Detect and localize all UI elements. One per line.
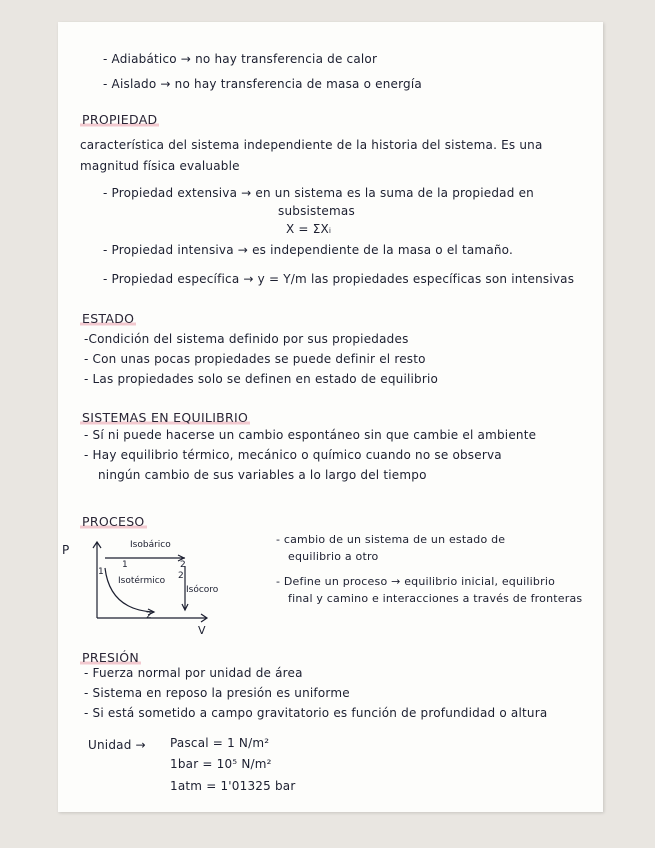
intensiva-line: - Propiedad intensiva → es independiente de la masa o el tamaño. <box>103 243 514 257</box>
extensiva-line-1: - Propiedad extensiva → en un sistema es la suma de la propiedad en <box>103 186 534 200</box>
axis-v-label: V <box>198 624 206 637</box>
proceso-item-2a: - Define un proceso → equilibrio inicial, equilibrio <box>276 575 556 588</box>
state-2b-label: 2 <box>178 571 184 581</box>
axis-p-label: P <box>62 543 70 557</box>
extensiva-formula: X = ΣXᵢ <box>286 222 332 236</box>
equilibrio-heading: SISTEMAS EN EQUILIBRIO <box>82 410 249 425</box>
equilibrio-item-2a: - Hay equilibrio térmico, mecánico o químico cuando no se observa <box>84 448 502 462</box>
estado-item-3: - Las propiedades solo se definen en estado de equilibrio <box>84 372 439 386</box>
atm-unit: 1atm = 1'01325 bar <box>170 779 296 793</box>
proceso-heading: PROCESO <box>82 514 145 529</box>
proceso-item-1b: equilibrio a otro <box>288 550 379 563</box>
especifica-line: - Propiedad específica → y = Y/m las propiedades específicas son intensivas <box>103 272 575 286</box>
state-1b-label: 1 <box>122 560 128 570</box>
estado-heading: ESTADO <box>82 311 135 326</box>
pascal-unit: Pascal = 1 N/m² <box>170 736 270 750</box>
adiabatico-line: - Adiabático → no hay transferencia de calor <box>103 52 378 66</box>
isocoro-label: Isócoro <box>186 585 219 595</box>
presion-heading: PRESIÓN <box>82 650 140 665</box>
propiedad-definition-1: característica del sistema independiente de la historia del sistema. Es una <box>80 138 543 152</box>
proceso-item-2b: final y camino e interacciones a través de fronteras <box>288 592 583 605</box>
propiedad-definition-2: magnitud física evaluable <box>80 159 240 173</box>
equilibrio-item-2b: ningún cambio de sus variables a lo largo del tiempo <box>98 468 427 482</box>
propiedad-heading: PROPIEDAD <box>82 112 158 127</box>
estado-item-2: - Con unas pocas propiedades se puede definir el resto <box>84 352 426 366</box>
aislado-line: - Aislado → no hay transferencia de masa o energía <box>103 77 422 91</box>
unidad-label: Unidad → <box>88 738 146 752</box>
presion-item-2: - Sistema en reposo la presión es uniforme <box>84 686 350 700</box>
bar-unit: 1bar = 10⁵ N/m² <box>170 757 272 771</box>
presion-item-1: - Fuerza normal por unidad de área <box>84 666 303 680</box>
state-1a-label: 1 <box>98 567 104 577</box>
state-2c-label: 2 <box>146 611 152 621</box>
equilibrio-item-1: - Sí ni puede hacerse un cambio espontáneo sin que cambie el ambiente <box>84 428 537 442</box>
isotermico-label: Isotérmico <box>118 576 166 586</box>
presion-item-3: - Si está sometido a campo gravitatorio es función de profundidad o altura <box>84 706 548 720</box>
isothermal-curve <box>105 568 154 612</box>
extensiva-line-2: subsistemas <box>278 204 355 218</box>
state-2a-label: 2 <box>180 560 186 570</box>
estado-item-1: -Condición del sistema definido por sus propiedades <box>84 332 409 346</box>
isobarico-label: Isobárico <box>130 540 171 550</box>
proceso-item-1a: - cambio de un sistema de un estado de <box>276 533 506 546</box>
